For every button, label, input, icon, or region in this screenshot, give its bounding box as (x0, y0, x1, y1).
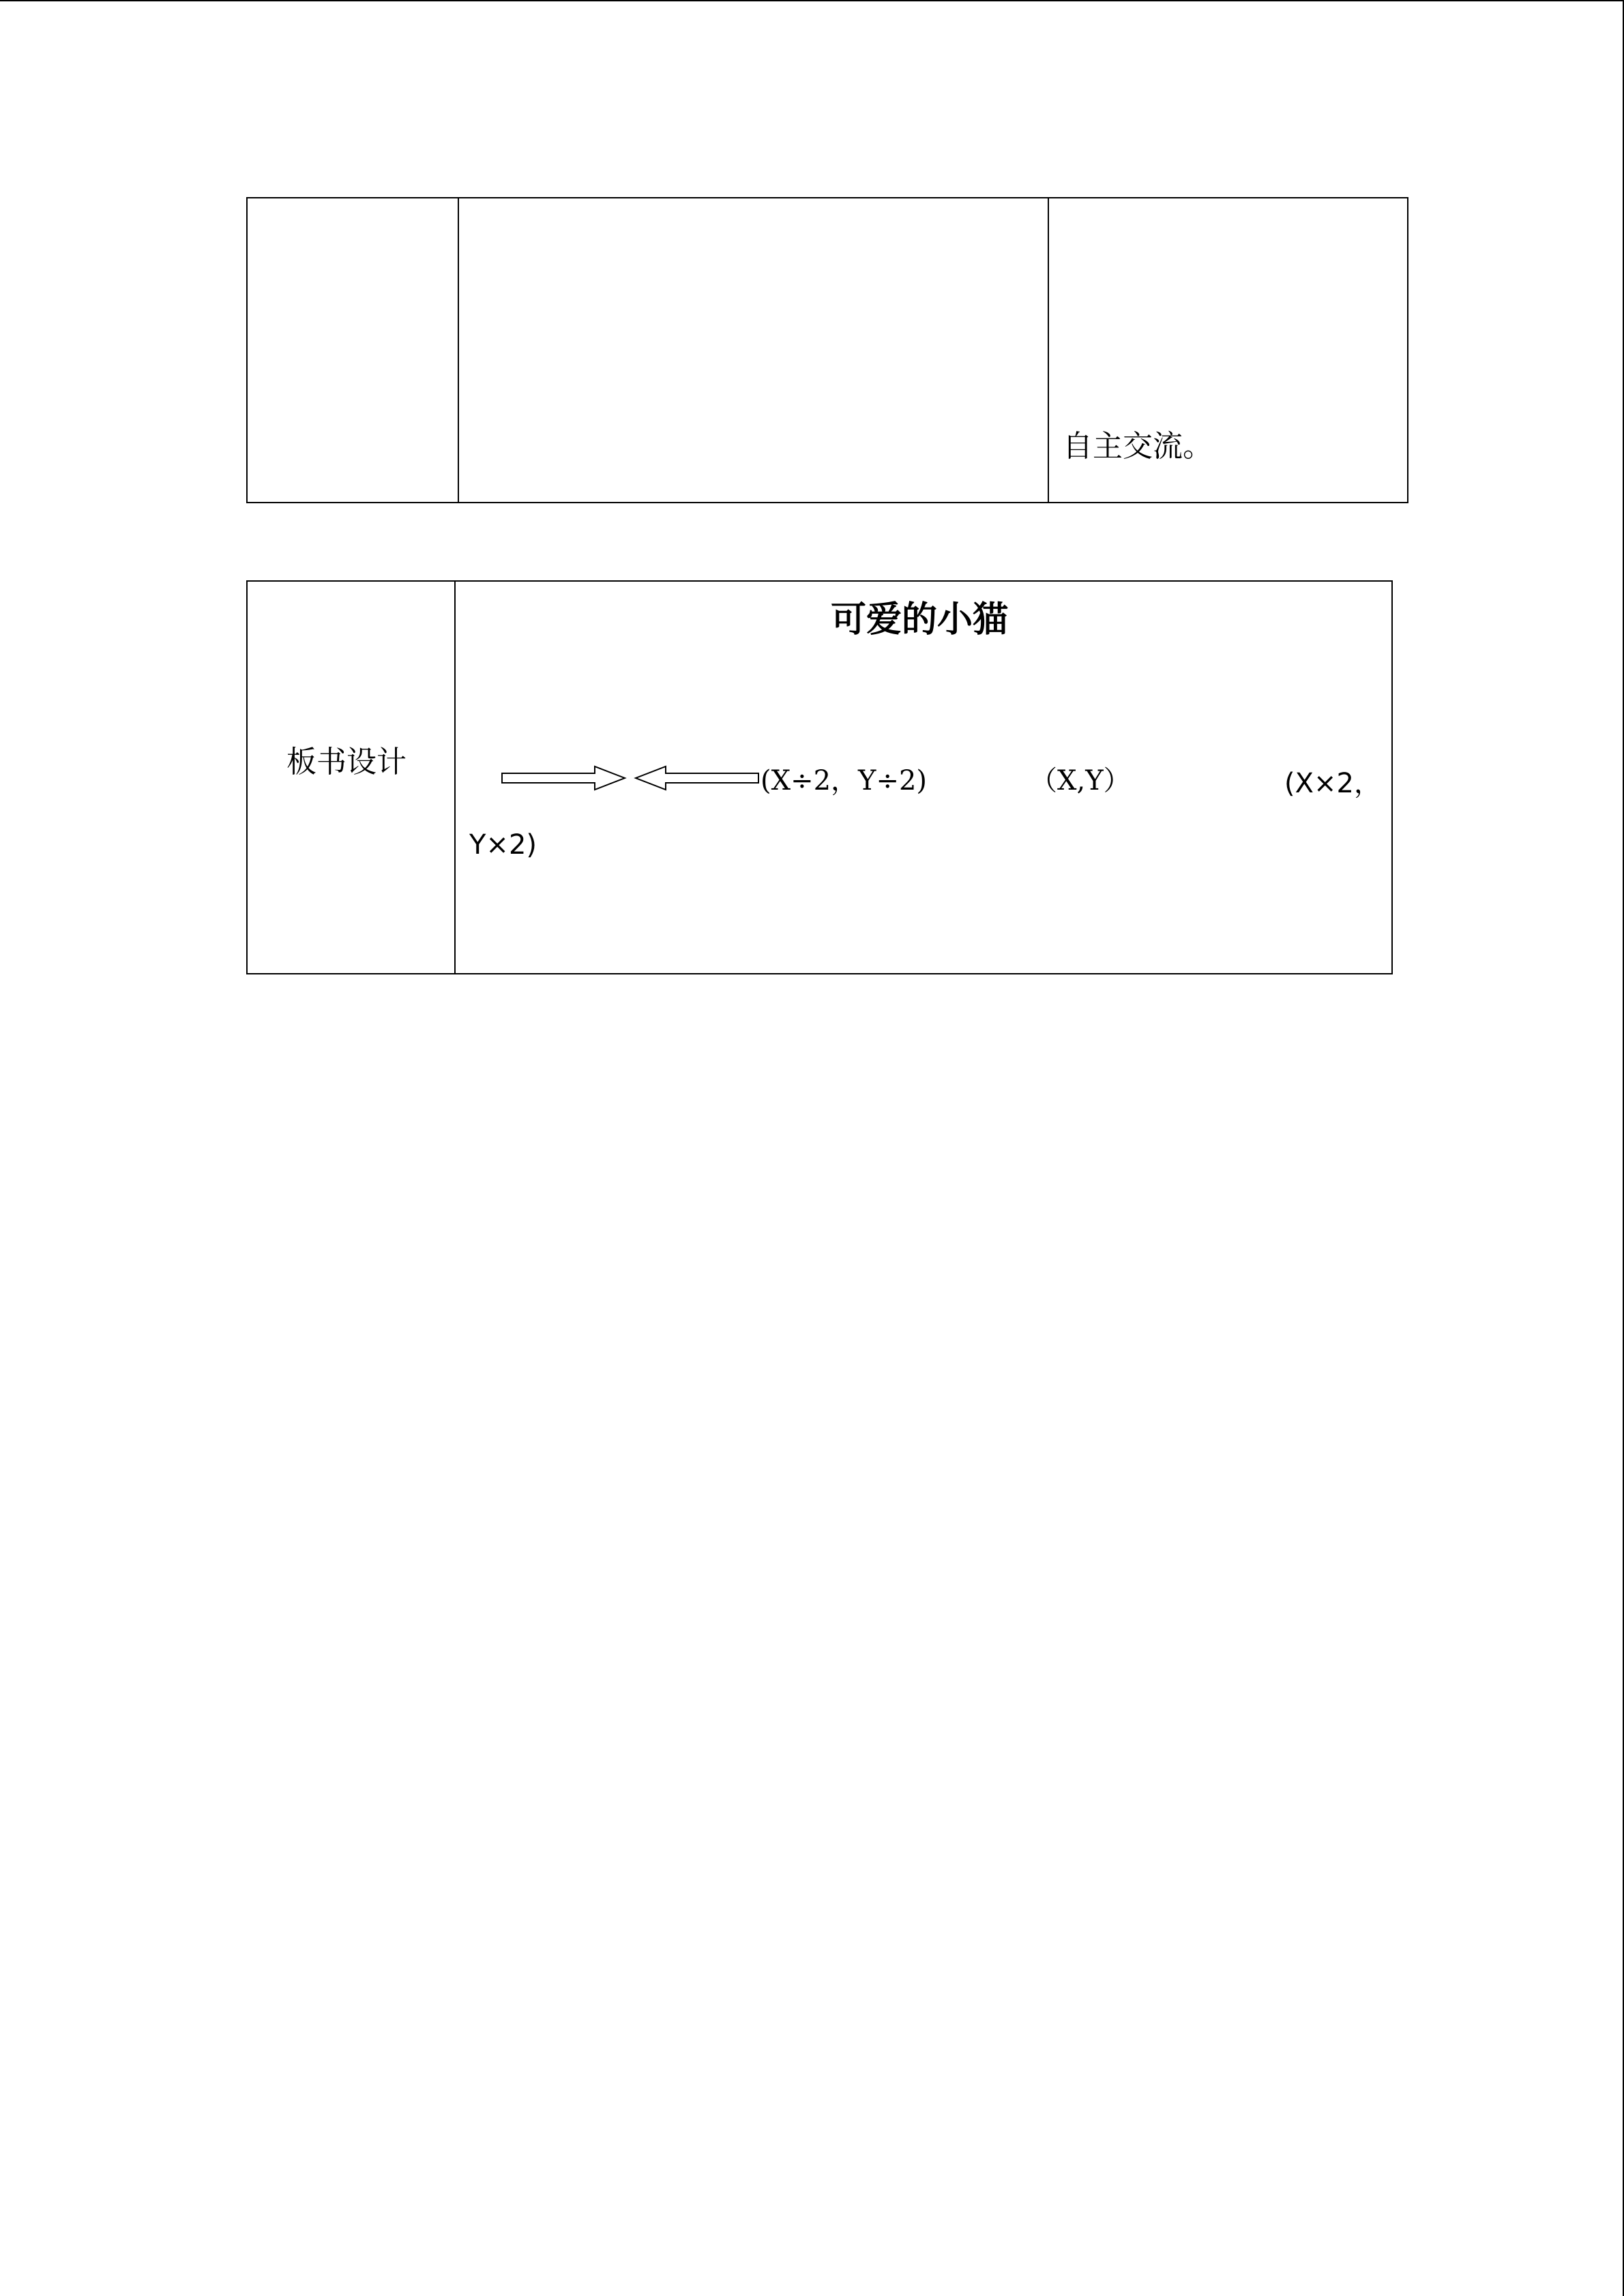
formula-double-coordinates-line2: Y×2) (469, 829, 537, 861)
formula-half-coordinates: (X÷2，Y÷2) (761, 765, 928, 796)
formula-double-coordinates-line1: (X×2， (1284, 768, 1381, 799)
formula-original-coordinates: （X,Y） (1030, 765, 1131, 796)
double-arrow-icon (501, 764, 760, 792)
board-design-title: 可爱的小猫 (831, 599, 1009, 640)
student-activity-text: 自主交流。 (1063, 429, 1213, 464)
board-design-label: 板书设计 (286, 745, 407, 779)
left-arrow-icon (636, 766, 758, 790)
continued-table (246, 197, 1408, 503)
page-edge-top (0, 0, 1624, 1)
board-design-table (246, 580, 1393, 974)
table-column-divider (1048, 198, 1049, 502)
right-arrow-icon (502, 766, 625, 790)
table-column-divider (458, 198, 459, 502)
table-column-divider (454, 582, 456, 973)
